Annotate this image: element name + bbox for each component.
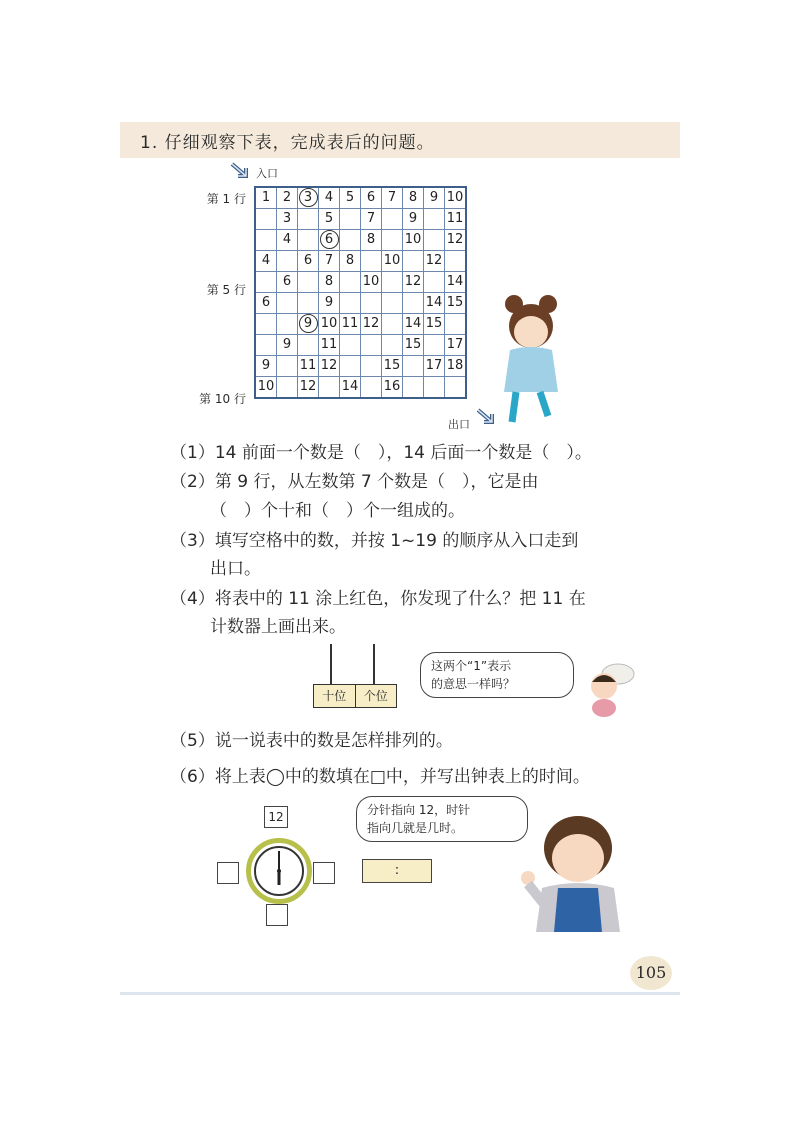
abacus-rod-tens	[330, 644, 332, 686]
abacus-tens-label: 十位	[314, 685, 356, 707]
grid-cell-empty[interactable]	[255, 314, 277, 335]
grid-cell: 5	[340, 187, 361, 209]
question-4-line1: （4）将表中的 11 涂上红色，你发现了什么？把 11 在	[170, 589, 586, 609]
boy-illustration	[508, 808, 636, 932]
grid-cell	[319, 230, 340, 251]
grid-cell-empty[interactable]	[424, 272, 445, 293]
grid-cell-empty[interactable]	[340, 209, 361, 230]
grid-cell-empty[interactable]	[361, 293, 382, 314]
grid-cell-empty[interactable]	[403, 251, 424, 272]
question-5: （5）说一说表中的数是怎样排列的。	[170, 731, 453, 751]
circled-number: 6	[320, 230, 339, 249]
page-number: 105	[630, 956, 672, 990]
grid-cell	[298, 314, 319, 335]
grid-cell: 14	[424, 293, 445, 314]
clock-bottom-answer-box[interactable]	[266, 904, 288, 926]
grid-cell: 5	[319, 209, 340, 230]
grid-cell-empty[interactable]	[340, 230, 361, 251]
circled-number: 9	[299, 314, 318, 333]
entrance-arrow-icon	[228, 160, 256, 184]
grid-cell: 14	[403, 314, 424, 335]
grid-row	[255, 335, 466, 356]
grid-cell-empty[interactable]	[403, 356, 424, 377]
grid-cell: 10	[382, 251, 403, 272]
grid-cell-empty[interactable]	[255, 335, 277, 356]
grid-cell: 15	[445, 293, 467, 314]
number-grid	[254, 186, 467, 399]
grid-cell: 2	[277, 187, 298, 209]
grid-cell: 12	[319, 356, 340, 377]
abacus-rod-ones	[373, 644, 375, 686]
grid-cell: 8	[340, 251, 361, 272]
grid-cell-empty[interactable]	[255, 230, 277, 251]
footer-line	[120, 992, 680, 995]
grid-row	[255, 293, 466, 314]
speech-bubble-1	[420, 652, 574, 698]
grid-cell-empty[interactable]	[382, 230, 403, 251]
grid-cell: 9	[424, 187, 445, 209]
grid-row	[255, 187, 466, 209]
grid-cell-empty[interactable]	[255, 209, 277, 230]
grid-cell: 17	[424, 356, 445, 377]
question-6: （6）将上表◯中的数填在□中，并写出钟表上的时间。	[170, 767, 590, 787]
grid-cell: 12	[403, 272, 424, 293]
grid-row	[255, 209, 466, 230]
bubble-2-line-1: 分针指向 12，时针	[367, 803, 471, 817]
grid-cell-empty[interactable]	[445, 377, 467, 399]
speech-bubble-2	[356, 796, 528, 842]
grid-cell: 9	[403, 209, 424, 230]
grid-cell-empty[interactable]	[298, 293, 319, 314]
grid-cell-empty[interactable]	[361, 377, 382, 399]
page-title: 1. 仔细观察下表，完成表后的问题。	[140, 133, 435, 153]
grid-cell: 3	[277, 209, 298, 230]
grid-cell: 12	[298, 377, 319, 399]
grid-row	[255, 356, 466, 377]
grid-cell: 10	[361, 272, 382, 293]
grid-cell-empty[interactable]	[277, 293, 298, 314]
grid-cell-empty[interactable]	[298, 230, 319, 251]
question-2-line2: （ ）个十和（ ）个一组成的。	[210, 501, 465, 521]
grid-cell: 4	[277, 230, 298, 251]
grid-cell: 11	[340, 314, 361, 335]
grid-cell-empty[interactable]	[277, 251, 298, 272]
grid-cell-empty[interactable]	[255, 272, 277, 293]
clock-right-answer-box[interactable]	[313, 862, 335, 884]
grid-cell: 15	[382, 356, 403, 377]
grid-cell: 11	[319, 335, 340, 356]
grid-cell: 10	[445, 187, 467, 209]
grid-row	[255, 314, 466, 335]
bubble-1-line-2: 的意思一样吗？	[431, 677, 516, 691]
abacus-ones-label: 个位	[363, 689, 388, 703]
bubble-1-line-1: 这两个“1”表示	[431, 659, 512, 673]
exit-label: 出口	[448, 418, 470, 431]
grid-cell: 9	[319, 293, 340, 314]
grid-cell-empty[interactable]	[298, 209, 319, 230]
question-3-line2: 出口。	[210, 559, 261, 579]
grid-cell: 12	[445, 230, 467, 251]
grid-cell-empty[interactable]	[319, 377, 340, 399]
grid-cell: 7	[319, 251, 340, 272]
grid-cell: 12	[424, 251, 445, 272]
grid-cell: 15	[424, 314, 445, 335]
circled-number: 3	[299, 188, 318, 207]
row-label-1: 第 1 行	[206, 192, 246, 206]
question-2-line1: （2）第 9 行，从左数第 7 个数是（ ），它是由	[170, 472, 539, 492]
entrance-label: 入口	[256, 167, 278, 180]
time-answer-box[interactable]: :	[362, 859, 432, 883]
grid-cell-empty[interactable]	[298, 272, 319, 293]
grid-cell-empty[interactable]	[403, 377, 424, 399]
grid-cell: 6	[361, 187, 382, 209]
question-4-line2: 计数器上画出来。	[210, 617, 346, 637]
clock-left-answer-box[interactable]	[217, 862, 239, 884]
grid-cell: 7	[382, 187, 403, 209]
grid-cell: 6	[277, 272, 298, 293]
grid-cell-empty[interactable]	[298, 335, 319, 356]
grid-cell: 10	[403, 230, 424, 251]
grid-cell: 7	[361, 209, 382, 230]
bubble-2-line-2: 指向几就是几时。	[367, 821, 464, 835]
grid-cell: 15	[403, 335, 424, 356]
angel-illustration	[578, 656, 638, 720]
grid-cell: 17	[445, 335, 467, 356]
grid-cell: 9	[277, 335, 298, 356]
grid-row	[255, 377, 466, 399]
grid-cell: 10	[255, 377, 277, 399]
grid-row	[255, 272, 466, 293]
grid-cell: 6	[298, 251, 319, 272]
grid-cell: 8	[403, 187, 424, 209]
grid-cell-empty[interactable]	[424, 377, 445, 399]
grid-cell-empty[interactable]	[361, 251, 382, 272]
grid-cell-empty[interactable]	[382, 272, 403, 293]
grid-cell-empty[interactable]	[382, 209, 403, 230]
grid-cell-empty[interactable]	[445, 314, 467, 335]
grid-cell-empty[interactable]	[424, 230, 445, 251]
clock-hands-icon	[251, 843, 307, 899]
grid-cell: 8	[319, 272, 340, 293]
grid-cell-empty[interactable]	[277, 377, 298, 399]
grid-cell-empty[interactable]	[424, 335, 445, 356]
grid-cell: 14	[340, 377, 361, 399]
grid-cell-empty[interactable]	[403, 293, 424, 314]
grid-cell-empty[interactable]	[340, 356, 361, 377]
grid-row	[255, 251, 466, 272]
grid-cell-empty[interactable]	[424, 209, 445, 230]
grid-cell: 9	[255, 356, 277, 377]
grid-cell-empty[interactable]	[382, 314, 403, 335]
grid-cell: 18	[445, 356, 467, 377]
row-label-5: 第 5 行	[206, 283, 246, 297]
grid-cell: 14	[445, 272, 467, 293]
grid-cell: 11	[445, 209, 467, 230]
grid-cell-empty[interactable]	[382, 293, 403, 314]
grid-cell: 16	[382, 377, 403, 399]
grid-cell-empty[interactable]	[277, 314, 298, 335]
question-3-line1: （3）填写空格中的数，并按 1~19 的顺序从入口走到	[170, 531, 579, 551]
grid-cell: 1	[255, 187, 277, 209]
grid-cell: 12	[361, 314, 382, 335]
clock-top-number-box: 12	[264, 806, 288, 828]
grid-cell: 8	[361, 230, 382, 251]
grid-cell-empty[interactable]	[340, 293, 361, 314]
girl-illustration	[496, 292, 568, 428]
grid-cell-empty[interactable]	[340, 335, 361, 356]
abacus-base	[313, 684, 397, 708]
grid-cell-empty[interactable]	[361, 356, 382, 377]
grid-cell-empty[interactable]	[277, 356, 298, 377]
grid-cell-empty[interactable]	[361, 335, 382, 356]
grid-cell: 6	[255, 293, 277, 314]
grid-cell: 10	[319, 314, 340, 335]
grid-cell-empty[interactable]	[445, 251, 467, 272]
row-label-10: 第 10 行	[199, 392, 246, 406]
grid-cell	[298, 187, 319, 209]
grid-row	[255, 230, 466, 251]
grid-cell: 4	[319, 187, 340, 209]
grid-cell-empty[interactable]	[340, 272, 361, 293]
grid-cell: 4	[255, 251, 277, 272]
grid-cell: 11	[298, 356, 319, 377]
question-1: （1）14 前面一个数是（ ），14 后面一个数是（ ）。	[170, 443, 592, 463]
grid-cell-empty[interactable]	[382, 335, 403, 356]
